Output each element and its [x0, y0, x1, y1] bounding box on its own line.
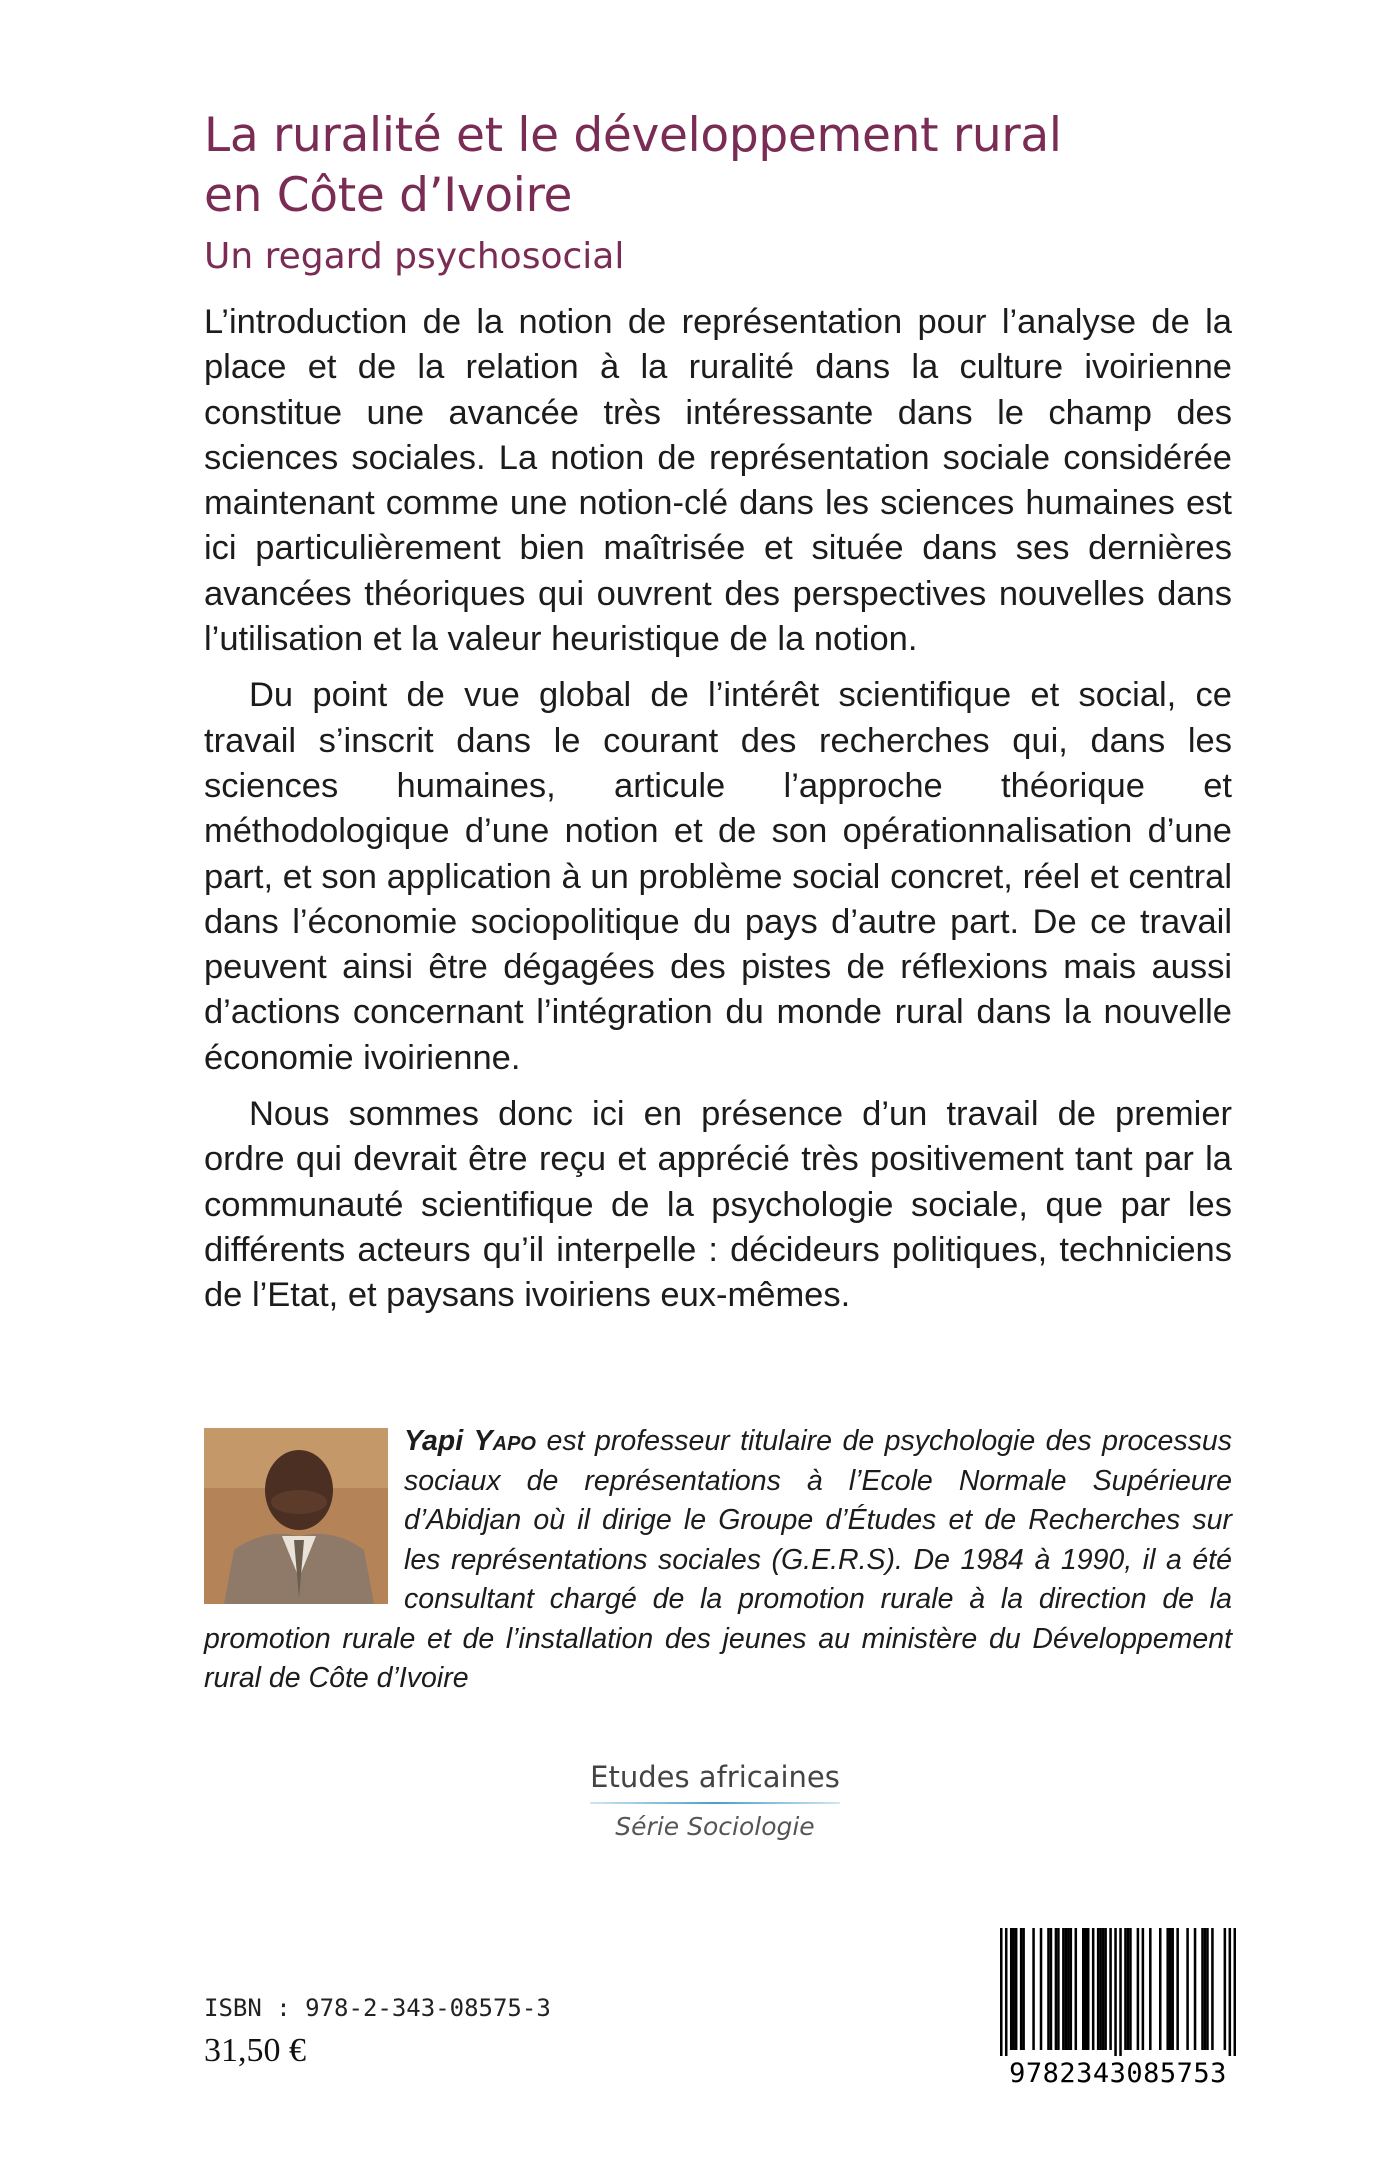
barcode-bar [1057, 1928, 1060, 2050]
series-name: Etudes africaines [590, 1760, 840, 1794]
author-first-name: Yapi [404, 1425, 464, 1457]
barcode-bar [1000, 1928, 1003, 2056]
blurb-paragraph-3: Nous sommes donc ici en présence d’un travail de premier ordre qui devrait être reçu et apprécié très positivement tant par la communauté scientifique de la psychologie sociale, que par les différents acteurs qu’il interpelle : décideurs politiques, techniciens de l’Etat, et paysans ivoiriens eux-mêmes. [204, 1095, 1232, 1315]
barcode-bar [1124, 1928, 1127, 2050]
barcode-bar [1099, 1928, 1102, 2050]
series-block [580, 1760, 850, 1841]
barcode-bar [1015, 1928, 1018, 2050]
barcode-bar [1032, 1928, 1035, 2050]
barcode-bar [1149, 1928, 1152, 2050]
barcode-bar [1067, 1928, 1070, 2050]
barcode-bar [1234, 1928, 1236, 2056]
barcode-bar [1171, 1928, 1174, 2050]
barcode-bar [1129, 1928, 1132, 2050]
blurb-paragraph-1: L’introduction de la notion de représentation pour l’analyse de la place et de la relation à la ruralité dans la culture ivoirienne constitue une avancée très intéressante dans le champ des sciences sociales. La notion de représentation sociale considérée maintenant comme une notion-clé dans les sciences humaines est ici particulièrement bien maîtrisée et située dans ses dernières avancées théoriques qui ouvrent des perspectives nouvelles dans l’utilisation et la valeur heuristique de la notion. [204, 303, 1232, 659]
author-bio-text: est professeur titulaire de psychologie des processus sociaux de représentations à l’Ecole Normale Supérieure d’Abidjan où il dirige le Groupe d’Études et de Recherches sur les représentations sociales (G.E.R.S). De 1984 à 1990, il a été consultant chargé de la promotion rurale à la direction de la promotion rurale et de l’installation des jeunes au ministère du Développement rural de Côte d’Ivoire [204, 1425, 1233, 1694]
barcode [1000, 1928, 1236, 2056]
barcode-bar [1062, 1928, 1065, 2050]
barcode-bar [1109, 1928, 1112, 2050]
barcode-bar [1082, 1928, 1085, 2050]
barcode-bar [1087, 1928, 1090, 2050]
barcode-bar [1010, 1928, 1013, 2050]
barcode-bar [1224, 1928, 1227, 2050]
barcode-bar [1169, 1928, 1172, 2050]
barcode-bar [1012, 1928, 1015, 2050]
barcode-bar [1119, 1928, 1122, 2056]
barcode-bar [1194, 1928, 1197, 2050]
barcode-bar [1055, 1928, 1058, 2050]
isbn: ISBN : 978-2-343-08575-3 [204, 1994, 551, 2022]
barcode-bar [1204, 1928, 1207, 2050]
author-bio [204, 1422, 1232, 1699]
blurb-paragraph-2: Du point de vue global de l’intérêt scientifique et social, ce travail s’inscrit dans le courant des recherches qui, dans les sciences humaines, articule l’approche théorique et méthodologique d’une notion et de son opérationnalisation d’une part, et son application à un problème social concret, réel et central dans l’économie sociopolitique du pays d’autre part. De ce travail peuvent ainsi être dégagées des pistes de réflexions mais aussi d’actions concernant l’intégration du monde rural dans la nouvelle économie ivoirienne. [204, 676, 1232, 1077]
barcode-bar [1114, 1928, 1117, 2056]
barcode-bar [1022, 1928, 1025, 2050]
price: 31,50 € [204, 2032, 306, 2069]
barcode-bar [1229, 1928, 1232, 2056]
barcode-bar [1104, 1928, 1107, 2050]
blurb-text [204, 300, 1232, 1330]
barcode-bar [1047, 1928, 1050, 2050]
barcode-bar [1142, 1928, 1145, 2050]
barcode-bar [1176, 1928, 1179, 2050]
barcode-bar [1005, 1928, 1008, 2056]
barcode-bar [1050, 1928, 1053, 2050]
barcode-bar [1211, 1928, 1214, 2050]
barcode-bar [1137, 1928, 1140, 2050]
series-subtitle: Série Sociologie [615, 1812, 815, 1841]
barcode-bar [1075, 1928, 1078, 2050]
barcode-bar [1020, 1928, 1023, 2050]
barcode-bar [1084, 1928, 1087, 2050]
title-line-1: La ruralité et le développement rural [204, 108, 1062, 163]
barcode-bar [1127, 1928, 1130, 2050]
barcode-digits: 9782343085753 [1009, 2058, 1227, 2089]
barcode-bar [1070, 1928, 1073, 2050]
barcode-bar [1206, 1928, 1209, 2050]
book-subtitle: Un regard psychosocial [204, 236, 625, 277]
barcode-bar [1186, 1928, 1189, 2050]
barcode-bar [1097, 1928, 1100, 2050]
title-line-2: en Côte d’Ivoire [204, 168, 573, 223]
author-last-name: Yapo [473, 1425, 536, 1457]
barcode-bar [1065, 1928, 1068, 2050]
barcode-bar [1166, 1928, 1169, 2050]
book-title [204, 106, 1204, 226]
barcode-bar [1201, 1928, 1204, 2050]
barcode-bar [1040, 1928, 1043, 2050]
barcode-bar [1159, 1928, 1162, 2050]
barcode-bar [1092, 1928, 1095, 2050]
barcode-bar [1102, 1928, 1105, 2050]
